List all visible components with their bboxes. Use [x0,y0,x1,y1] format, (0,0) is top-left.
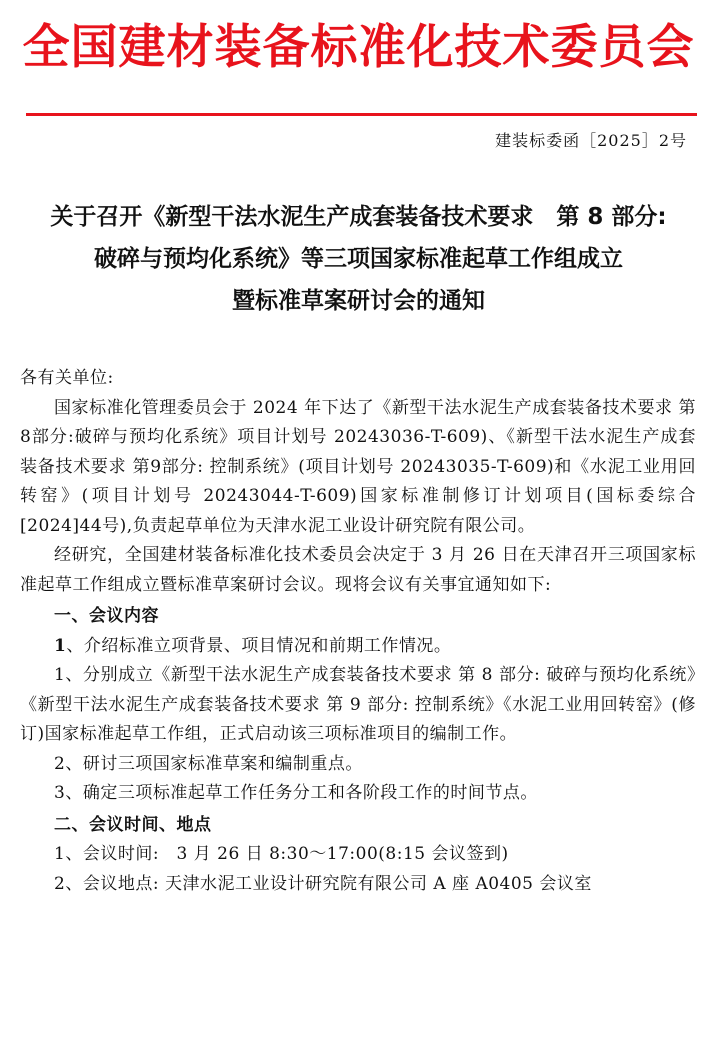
list-item [20,661,696,750]
title-line-2: 破碎与预均化系统》等三项国家标准起草工作组成立 [94,246,623,272]
document-number: 建装标委函［2025］2号 [495,131,687,150]
red-divider-line [26,113,697,116]
item-text: 、分别成立《新型干法水泥生产成套装备技术要求 第 8 部分: 破碎与预均化系统》《新型干法水泥生产成套装备技术要求 第 9 部分: 控制系统》《水泥工业用回转窑》(修订)国家标准起草工作组，正式启动该三项标准项目的编制工作。 [20,665,696,744]
item-text: 、会议时间: 3 月 26 日 8:30～17:00(8:15 会议签到) [65,844,509,864]
list-item [20,840,696,870]
item-text: 、介绍标准立项背景、项目情况和前期工作情况。 [66,635,452,656]
list-item [20,870,696,900]
paragraph-background: 国家标准化管理委员会于 2024 年下达了《新型干法水泥生产成套装备技术要求 第8部分:破碎与预均化系统》项目计划号 20243036-T-609)、《新型干法水泥生产成套装备技术要求 第9部分: 控制系统》(项目计划号 20243035-T-609)和《水泥工业用回转窑》(项目计划号 20243044-T-609)国家标准制修订计划项目(国标委综合[2024]44号),负责起草单位为天津水泥工业设计研究院有限公司。 [20,397,696,536]
list-item [20,750,696,780]
item-number: 1 [54,844,66,864]
organization-header: 全国建材装备标准化技术委员会 [22,22,695,74]
list-item [20,632,696,662]
list-item [20,779,696,809]
item-text: 、会议地点: 天津水泥工业设计研究院有限公司 A 座 A0405 会议室 [65,873,592,894]
section-heading-time-place: 二、会议时间、地点 [54,814,212,835]
section-heading-content: 一、会议内容 [54,606,159,626]
document-body [20,364,696,899]
item-number: 2 [54,753,66,774]
item-number: 1 [54,665,66,685]
item-number: 1 [54,635,67,656]
item-number: 3 [54,783,66,803]
paragraph-decision: 经研究，全国建材装备标准化技术委员会决定于 3 月 26 日在天津召开三项国家标准起草工作组成立暨标准草案研讨会议。现将会议有关事宜通知如下: [20,545,696,595]
document-title [0,196,717,322]
item-text: 、确定三项标准起草工作任务分工和各阶段工作的时间节点。 [65,783,538,803]
title-line-1: 关于召开《新型干法水泥生产成套装备技术要求 第 8 部分: [50,204,667,230]
salutation: 各有关单位: [20,368,114,388]
title-line-3: 暨标准草案研讨会的通知 [232,288,485,314]
item-text: 、研讨三项国家标准草案和编制重点。 [65,753,363,774]
item-number: 2 [54,873,66,894]
